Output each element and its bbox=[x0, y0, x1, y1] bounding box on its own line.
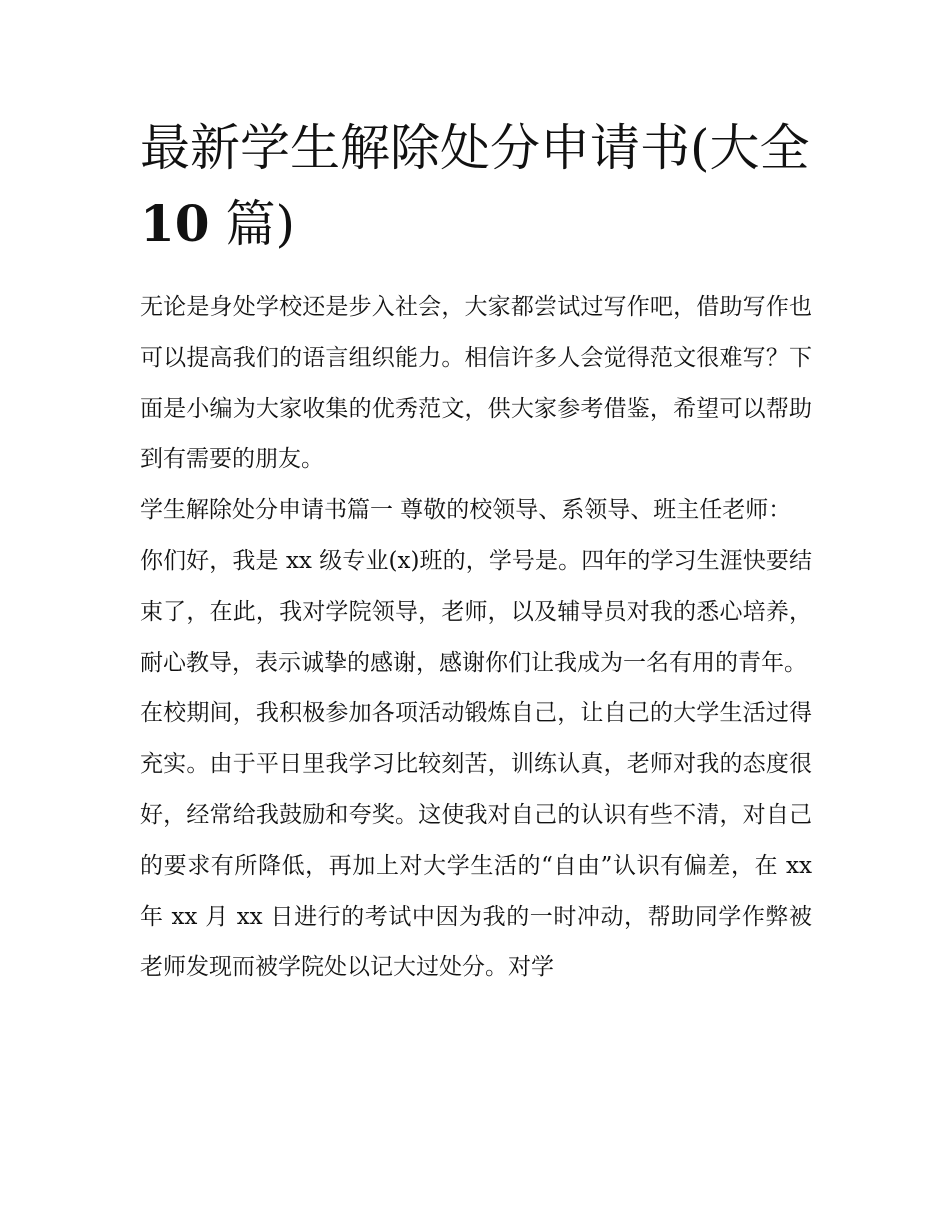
document-page bbox=[140, 110, 812, 993]
paragraph-salutation: 学生解除处分申请书篇一 尊敬的校领导、系领导、班主任老师： bbox=[140, 497, 792, 524]
title-line-1: 最新学生解除处分申请书(大全 bbox=[140, 119, 810, 177]
document-body bbox=[140, 282, 812, 993]
title-line-2: 篇) bbox=[209, 195, 295, 253]
document-title bbox=[140, 110, 812, 262]
paragraph-greeting: 你们好，我是 xx 级专业(x)班的，学号是。四年的学习生涯快要结束了，在此，我对学院领导，老师，以及辅导员对我的悉心培养，耐心教导，表示诚挚的感谢，感谢你们让我成为一名有用的青年。 bbox=[140, 547, 812, 676]
paragraph-intro: 无论是身处学校还是步入社会，大家都尝试过写作吧，借助写作也可以提高我们的语言组织能力。相信许多人会觉得范文很难写？下面是小编为大家收集的优秀范文，供大家参考借鉴，希望可以帮助到有需要的朋友。 bbox=[140, 294, 812, 473]
title-number: 10 bbox=[140, 194, 210, 253]
paragraph-account: 在校期间，我积极参加各项活动锻炼自己，让自己的大学生活过得充实。由于平日里我学习比较刻苦，训练认真，老师对我的态度很好，经常给我鼓励和夸奖。这使我对自己的认识有些不清，对自己的要求有所降低，再加上对大学生活的“自由”认识有偏差，在 xx 年 xx 月 xx 日进行的考试中因为我的一时冲动，帮助同学作弊被老师发现而被学院处以记大过处分。对学 bbox=[140, 700, 812, 981]
